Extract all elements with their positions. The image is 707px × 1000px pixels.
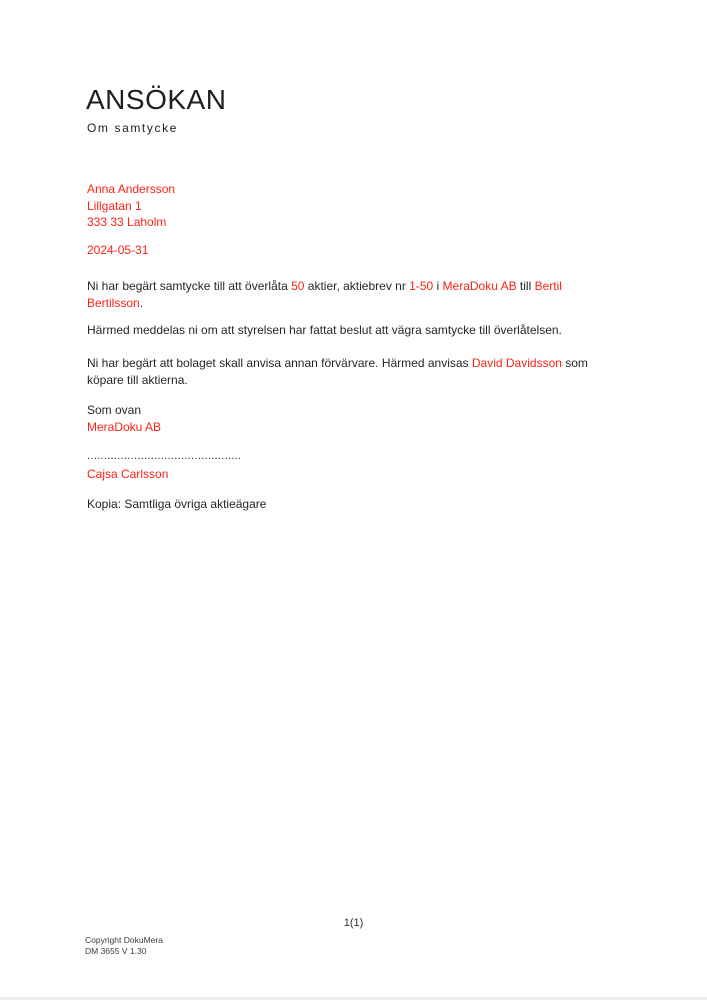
page-number: 1(1) — [343, 917, 364, 929]
copy-recipients-line: Kopia: Samtliga övriga aktieägare — [87, 497, 267, 511]
copyright-line: Copyright DokuMera — [85, 935, 163, 945]
closing-company: MeraDoku AB — [87, 419, 162, 434]
p1-text-2: aktier, aktiebrev nr — [304, 279, 410, 293]
document-id-line: DM 3655 V 1.30 — [85, 945, 147, 956]
p1-value-shares: 50 — [291, 279, 305, 293]
p3-text-1: Ni har begärt att bolaget skall anvisa annan förvärvare. Härmed anvisas — [87, 356, 472, 370]
p1-text-4: till — [516, 279, 535, 293]
recipient-address-block — [87, 181, 175, 231]
footer-copyright-block — [85, 935, 163, 956]
signature-name: Cajsa Carlsson — [87, 467, 169, 481]
p1-value-buyer-last-name: Bertilsson — [87, 296, 140, 310]
paragraph-transfer-request — [87, 278, 653, 312]
p3-text-3: köpare till aktierna. — [87, 373, 188, 387]
p1-text-1: Ni har begärt samtycke till att överlåta — [87, 279, 292, 293]
paragraph-board-decision: Härmed meddelas ni om att styrelsen har fattat beslut att vägra samtycke till överlåtelsen. — [87, 323, 562, 337]
recipient-postal-city: 333 33 Laholm — [87, 215, 167, 229]
recipient-street: Lillgatan 1 — [87, 198, 142, 213]
p1-value-company: MeraDoku AB — [442, 279, 517, 293]
p3-value-appointed-buyer: David Davidsson — [471, 356, 562, 370]
closing-block — [87, 402, 161, 435]
p1-value-buyer-first-name: Bertil — [534, 279, 562, 293]
closing-regards: Som ovan — [87, 403, 142, 417]
p1-text-3: i — [433, 279, 443, 293]
p1-value-certificate-numbers: 1-50 — [409, 279, 434, 293]
page-title: ANSÖKAN — [86, 84, 227, 115]
p1-text-5: . — [139, 296, 144, 310]
paragraph-appointed-buyer — [87, 355, 653, 389]
page-subtitle: Om samtycke — [87, 121, 178, 135]
document-date: 2024-05-31 — [87, 243, 149, 257]
p3-text-2: som — [561, 356, 588, 370]
recipient-name: Anna Andersson — [87, 182, 176, 196]
signature-dotted-line: .............................................. — [87, 450, 242, 462]
